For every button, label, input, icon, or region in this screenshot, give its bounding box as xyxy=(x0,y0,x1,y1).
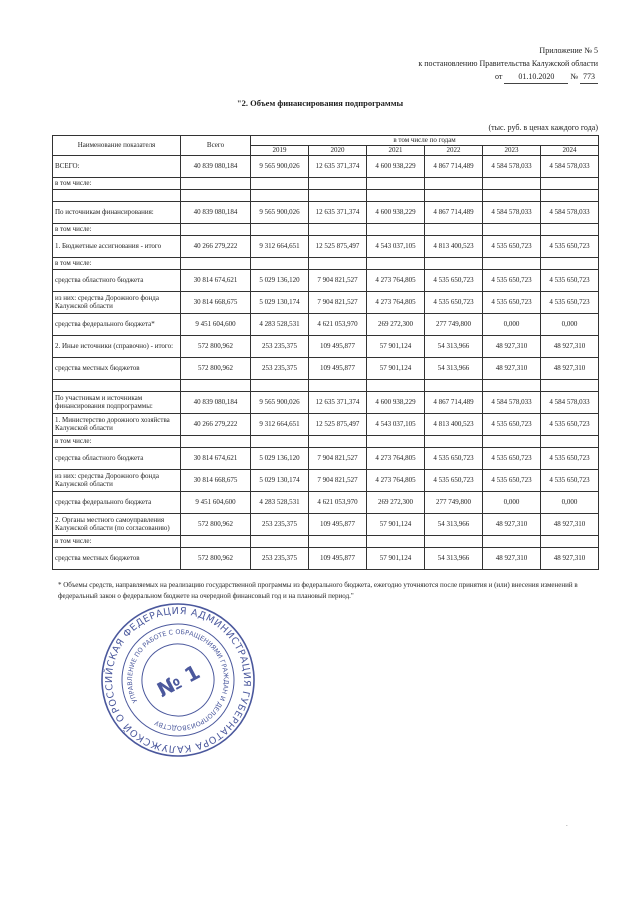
year-value-cell: 4 273 764,805 xyxy=(367,447,425,469)
year-value-cell: 109 495,877 xyxy=(309,357,367,379)
total-cell: 9 451 604,600 xyxy=(181,313,251,335)
year-value-cell: 57 901,124 xyxy=(367,513,425,535)
year-value-cell xyxy=(367,535,425,547)
total-cell: 30 814 674,621 xyxy=(181,269,251,291)
year-value-cell: 109 495,877 xyxy=(309,335,367,357)
year-value-cell xyxy=(251,189,309,201)
footnote: * Объемы средств, направляемых на реализацию государственной программы из федерального бюджета, ежегодно уточняются после принятия и (или) внесения изменений в федеральный закон о федеральном бюджете на очередной финансовый год и на плановый период." xyxy=(58,581,578,600)
row-label: средства местных бюджетов xyxy=(53,547,181,569)
total-cell xyxy=(181,435,251,447)
year-value-cell: 57 901,124 xyxy=(367,547,425,569)
year-value-cell: 269 272,300 xyxy=(367,313,425,335)
year-value-cell xyxy=(541,535,599,547)
year-value-cell: 12 635 371,374 xyxy=(309,391,367,413)
year-value-cell: 4 535 650,723 xyxy=(541,413,599,435)
year-value-cell: 253 235,375 xyxy=(251,357,309,379)
year-value-cell xyxy=(483,189,541,201)
total-cell: 40 839 080,184 xyxy=(181,201,251,223)
year-value-cell xyxy=(483,435,541,447)
year-value-cell: 253 235,375 xyxy=(251,547,309,569)
table-row xyxy=(53,469,599,491)
seal-outer-text: РОССИЙСКАЯ ФЕДЕРАЦИЯ АДМИНИСТРАЦИЯ ГУБЕРНАТОРА КАЛУЖСКОЙ ОБЛАСТИ xyxy=(103,605,253,755)
year-value-cell: 0,000 xyxy=(483,313,541,335)
year-value-cell: 4 813 400,523 xyxy=(425,235,483,257)
year-header: 2019 xyxy=(251,145,309,155)
total-cell: 30 814 668,675 xyxy=(181,291,251,313)
year-value-cell: 48 927,310 xyxy=(483,547,541,569)
year-value-cell: 4 621 053,970 xyxy=(309,313,367,335)
year-value-cell: 4 535 650,723 xyxy=(541,269,599,291)
row-label: 1. Бюджетные ассигнования - итого xyxy=(53,235,181,257)
year-value-cell xyxy=(425,189,483,201)
year-value-cell xyxy=(483,535,541,547)
total-cell: 572 800,962 xyxy=(181,513,251,535)
table-row xyxy=(53,313,599,335)
year-value-cell xyxy=(367,177,425,189)
year-value-cell: 4 621 053,970 xyxy=(309,491,367,513)
year-value-cell xyxy=(367,379,425,391)
year-value-cell: 48 927,310 xyxy=(541,513,599,535)
total-cell: 30 814 668,675 xyxy=(181,469,251,491)
year-header: 2024 xyxy=(541,145,599,155)
year-value-cell xyxy=(251,177,309,189)
table-row xyxy=(53,269,599,291)
table-row xyxy=(53,223,599,235)
year-value-cell: 12 525 875,497 xyxy=(309,413,367,435)
row-label: в том числе: xyxy=(53,177,181,189)
seal-inner-text: УПРАВЛЕНИЕ ПО РАБОТЕ С ОБРАЩЕНИЯМИ ГРАЖДАН И ДЕЛОПРОИЗВОДСТВУ xyxy=(125,627,231,733)
year-header: 2020 xyxy=(309,145,367,155)
table-row xyxy=(53,379,599,391)
year-value-cell xyxy=(483,257,541,269)
year-value-cell: 4 283 528,531 xyxy=(251,491,309,513)
official-seal xyxy=(98,600,258,760)
total-cell: 572 800,962 xyxy=(181,357,251,379)
year-value-cell: 4 867 714,489 xyxy=(425,201,483,223)
year-value-cell: 4 584 578,033 xyxy=(541,391,599,413)
year-value-cell xyxy=(251,535,309,547)
year-value-cell: 4 584 578,033 xyxy=(541,155,599,177)
table-row xyxy=(53,513,599,535)
section-title: "2. Объем финансирования подпрограммы xyxy=(236,98,404,108)
seal-number: № 1 xyxy=(152,659,204,703)
row-label: в том числе: xyxy=(53,223,181,235)
total-cell: 40 266 279,222 xyxy=(181,413,251,435)
year-value-cell: 7 904 821,527 xyxy=(309,447,367,469)
date-number-line xyxy=(418,70,598,84)
year-value-cell: 277 749,800 xyxy=(425,313,483,335)
row-label: средства федерального бюджета xyxy=(53,491,181,513)
year-value-cell: 9 565 900,026 xyxy=(251,201,309,223)
year-value-cell: 4 273 764,805 xyxy=(367,469,425,491)
year-value-cell: 4 535 650,723 xyxy=(541,469,599,491)
row-label: средства областного бюджета xyxy=(53,269,181,291)
year-value-cell: 57 901,124 xyxy=(367,357,425,379)
year-value-cell xyxy=(309,257,367,269)
year-value-cell: 9 565 900,026 xyxy=(251,391,309,413)
year-value-cell: 5 029 136,120 xyxy=(251,447,309,469)
year-value-cell xyxy=(309,435,367,447)
year-value-cell xyxy=(541,223,599,235)
table-row xyxy=(53,357,599,379)
year-value-cell: 7 904 821,527 xyxy=(309,269,367,291)
year-value-cell: 4 535 650,723 xyxy=(483,291,541,313)
table-row xyxy=(53,491,599,513)
year-value-cell xyxy=(309,379,367,391)
row-label xyxy=(53,189,181,201)
year-value-cell: 48 927,310 xyxy=(541,357,599,379)
year-value-cell xyxy=(541,177,599,189)
row-label: 1. Министерство дорожного хозяйства Калужской области xyxy=(53,413,181,435)
table-row xyxy=(53,535,599,547)
year-value-cell: 7 904 821,527 xyxy=(309,291,367,313)
row-label: в том числе: xyxy=(53,435,181,447)
table-row xyxy=(53,189,599,201)
total-cell: 40 839 080,184 xyxy=(181,391,251,413)
total-cell: 30 814 674,621 xyxy=(181,447,251,469)
year-value-cell: 4 584 578,033 xyxy=(483,391,541,413)
year-value-cell: 48 927,310 xyxy=(483,335,541,357)
year-value-cell xyxy=(541,435,599,447)
year-value-cell: 4 535 650,723 xyxy=(425,469,483,491)
total-cell: 572 800,962 xyxy=(181,547,251,569)
year-value-cell xyxy=(251,435,309,447)
year-value-cell: 4 535 650,723 xyxy=(483,447,541,469)
row-label: из них: средства Дорожного фонда Калужской области xyxy=(53,469,181,491)
year-value-cell: 54 313,966 xyxy=(425,547,483,569)
total-cell: 572 800,962 xyxy=(181,335,251,357)
year-value-cell: 4 535 650,723 xyxy=(541,447,599,469)
year-value-cell xyxy=(483,379,541,391)
total-cell xyxy=(181,177,251,189)
year-value-cell: 109 495,877 xyxy=(309,547,367,569)
document-header xyxy=(418,44,598,84)
table-row xyxy=(53,413,599,435)
table-body xyxy=(53,155,599,569)
year-value-cell: 0,000 xyxy=(541,491,599,513)
year-value-cell: 5 029 130,174 xyxy=(251,291,309,313)
col-name-header: Наименование показателя xyxy=(53,136,181,156)
year-value-cell xyxy=(425,379,483,391)
total-cell xyxy=(181,189,251,201)
year-value-cell: 4 584 578,033 xyxy=(541,201,599,223)
resolution-ref: к постановлению Правительства Калужской области xyxy=(418,59,598,68)
year-value-cell: 0,000 xyxy=(541,313,599,335)
table-row xyxy=(53,235,599,257)
year-value-cell: 0,000 xyxy=(483,491,541,513)
year-value-cell xyxy=(309,177,367,189)
year-value-cell: 4 535 650,723 xyxy=(483,413,541,435)
col-years-group-header: в том числе по годам xyxy=(251,136,599,146)
total-cell: 40 266 279,222 xyxy=(181,235,251,257)
date-prefix: от xyxy=(494,72,503,81)
year-value-cell: 253 235,375 xyxy=(251,335,309,357)
year-value-cell: 4 543 037,105 xyxy=(367,413,425,435)
year-value-cell xyxy=(251,257,309,269)
year-value-cell xyxy=(483,223,541,235)
year-value-cell xyxy=(309,189,367,201)
year-value-cell: 5 029 130,174 xyxy=(251,469,309,491)
year-value-cell: 12 635 371,374 xyxy=(309,155,367,177)
scan-mark: . xyxy=(566,820,568,828)
row-label: средства федерального бюджета* xyxy=(53,313,181,335)
year-value-cell: 7 904 821,527 xyxy=(309,469,367,491)
total-cell xyxy=(181,379,251,391)
year-value-cell xyxy=(541,257,599,269)
year-value-cell: 4 283 528,531 xyxy=(251,313,309,335)
year-value-cell xyxy=(251,223,309,235)
year-value-cell: 4 535 650,723 xyxy=(541,235,599,257)
year-value-cell: 4 584 578,033 xyxy=(483,201,541,223)
year-value-cell: 54 313,966 xyxy=(425,513,483,535)
total-cell xyxy=(181,223,251,235)
year-value-cell xyxy=(541,189,599,201)
total-cell xyxy=(181,257,251,269)
row-label: из них: средства Дорожного фонда Калужской области xyxy=(53,291,181,313)
year-value-cell: 12 525 875,497 xyxy=(309,235,367,257)
year-value-cell: 54 313,966 xyxy=(425,357,483,379)
row-label: ВСЕГО: xyxy=(53,155,181,177)
year-value-cell: 4 535 650,723 xyxy=(483,469,541,491)
year-value-cell: 54 313,966 xyxy=(425,335,483,357)
year-header: 2021 xyxy=(367,145,425,155)
year-value-cell: 48 927,310 xyxy=(483,513,541,535)
year-value-cell: 4 273 764,805 xyxy=(367,269,425,291)
year-value-cell: 4 543 037,105 xyxy=(367,235,425,257)
year-value-cell: 57 901,124 xyxy=(367,335,425,357)
year-value-cell: 4 535 650,723 xyxy=(541,291,599,313)
year-value-cell xyxy=(425,535,483,547)
table-row xyxy=(53,155,599,177)
row-label: По участникам и источникам финансирования подпрограммы: xyxy=(53,391,181,413)
col-total-header: Всего xyxy=(181,136,251,156)
year-value-cell: 253 235,375 xyxy=(251,513,309,535)
year-value-cell: 5 029 136,120 xyxy=(251,269,309,291)
year-value-cell: 269 272,300 xyxy=(367,491,425,513)
row-label: средства областного бюджета xyxy=(53,447,181,469)
units-note: (тыс. руб. в ценах каждого года) xyxy=(488,123,598,132)
year-value-cell: 4 535 650,723 xyxy=(483,235,541,257)
year-header: 2023 xyxy=(483,145,541,155)
table-row xyxy=(53,447,599,469)
year-value-cell: 4 867 714,489 xyxy=(425,155,483,177)
table-row xyxy=(53,391,599,413)
year-value-cell: 4 867 714,489 xyxy=(425,391,483,413)
resolution-number: 773 xyxy=(580,70,598,84)
year-value-cell: 4 535 650,723 xyxy=(425,291,483,313)
row-label: средства местных бюджетов xyxy=(53,357,181,379)
row-label: в том числе: xyxy=(53,535,181,547)
total-cell: 40 839 080,184 xyxy=(181,155,251,177)
year-header: 2022 xyxy=(425,145,483,155)
total-cell xyxy=(181,535,251,547)
year-value-cell xyxy=(425,257,483,269)
year-value-cell xyxy=(367,189,425,201)
total-cell: 9 451 604,600 xyxy=(181,491,251,513)
year-value-cell xyxy=(309,535,367,547)
row-label: в том числе: xyxy=(53,257,181,269)
year-value-cell: 109 495,877 xyxy=(309,513,367,535)
year-value-cell: 48 927,310 xyxy=(483,357,541,379)
number-prefix: № xyxy=(570,72,578,81)
year-value-cell: 4 600 938,229 xyxy=(367,155,425,177)
year-value-cell: 48 927,310 xyxy=(541,335,599,357)
year-value-cell: 4 600 938,229 xyxy=(367,201,425,223)
year-value-cell: 4 535 650,723 xyxy=(425,269,483,291)
year-value-cell: 4 535 650,723 xyxy=(425,447,483,469)
year-value-cell xyxy=(425,177,483,189)
row-label xyxy=(53,379,181,391)
year-value-cell: 277 749,800 xyxy=(425,491,483,513)
table-row xyxy=(53,435,599,447)
year-value-cell: 9 565 900,026 xyxy=(251,155,309,177)
year-value-cell: 4 600 938,229 xyxy=(367,391,425,413)
resolution-date: 01.10.2020 xyxy=(504,70,568,84)
year-value-cell xyxy=(541,379,599,391)
appendix-label: Приложение № 5 xyxy=(539,46,598,55)
year-value-cell: 9 312 664,651 xyxy=(251,413,309,435)
year-value-cell xyxy=(425,223,483,235)
year-value-cell: 4 535 650,723 xyxy=(483,269,541,291)
row-label: По источникам финансирования: xyxy=(53,201,181,223)
year-value-cell xyxy=(309,223,367,235)
financing-table xyxy=(52,135,599,570)
table-row xyxy=(53,177,599,189)
year-value-cell: 4 584 578,033 xyxy=(483,155,541,177)
year-value-cell xyxy=(483,177,541,189)
year-value-cell: 48 927,310 xyxy=(541,547,599,569)
year-value-cell xyxy=(251,379,309,391)
row-label: 2. Иные источники (справочно) - итого: xyxy=(53,335,181,357)
table-row xyxy=(53,335,599,357)
table-row xyxy=(53,257,599,269)
year-value-cell xyxy=(367,257,425,269)
year-value-cell xyxy=(425,435,483,447)
year-value-cell xyxy=(367,223,425,235)
year-value-cell: 4 273 764,805 xyxy=(367,291,425,313)
year-value-cell xyxy=(367,435,425,447)
row-label: 2. Органы местного самоуправления Калужской области (по согласованию) xyxy=(53,513,181,535)
year-value-cell: 4 813 400,523 xyxy=(425,413,483,435)
table-row xyxy=(53,547,599,569)
year-value-cell: 12 635 371,374 xyxy=(309,201,367,223)
table-row xyxy=(53,291,599,313)
table-head xyxy=(53,136,599,156)
year-value-cell: 9 312 664,651 xyxy=(251,235,309,257)
table-row xyxy=(53,201,599,223)
